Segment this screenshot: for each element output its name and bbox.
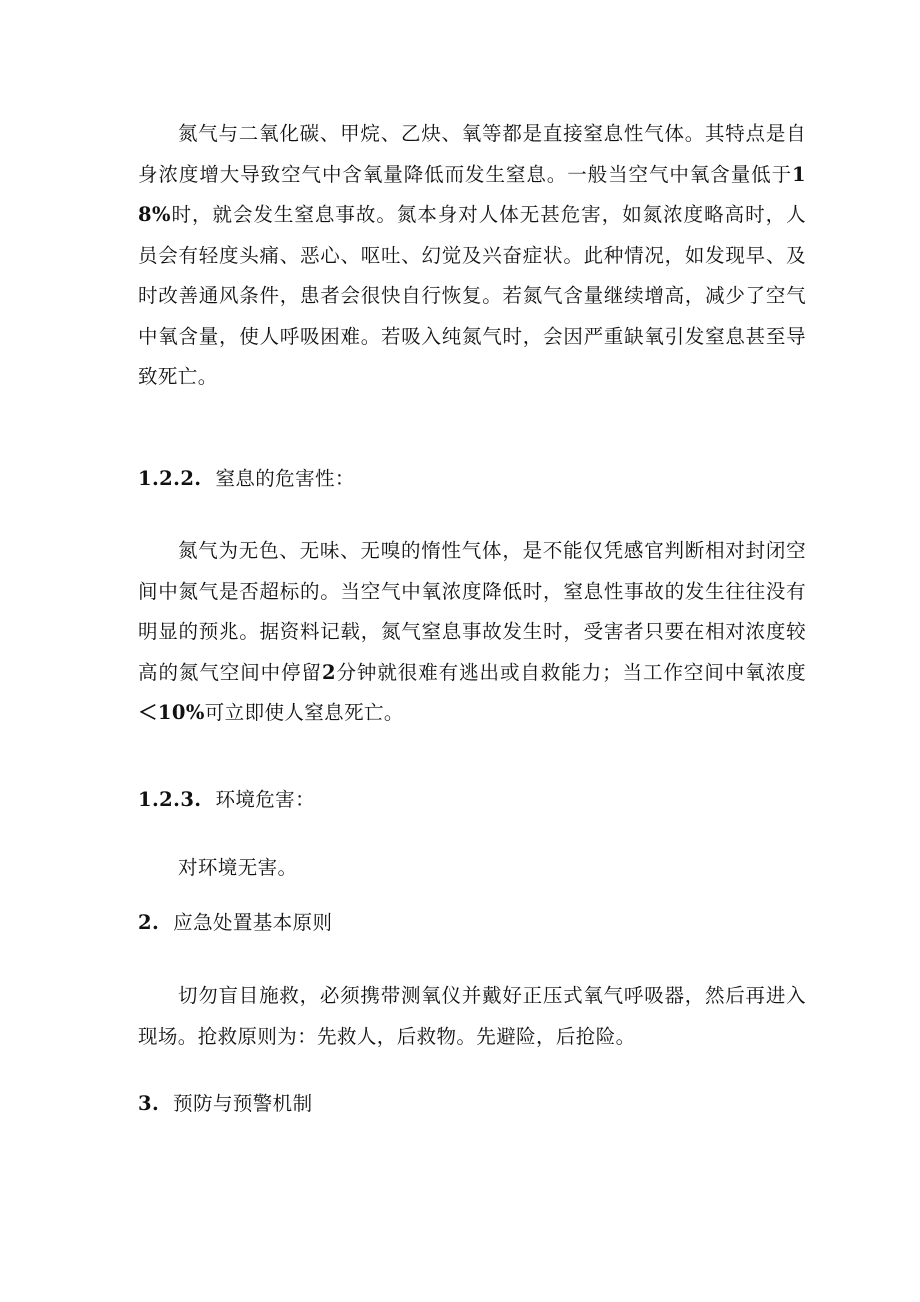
paragraph-asphyxiation-hazard [138, 531, 806, 734]
heading-title: 应急处置基本原则 [173, 911, 333, 934]
text-run: 时，就会发生窒息事故。氮本身对人体无甚危害，如氮浓度略高时，人员会有轻度头痛、恶心、呕吐、幻觉及兴奋症状。此种情况，如发现早、及时改善通风条件，患者会很快自行恢复。若氮气含量继续增高，减少了空气中氧含量，使人呼吸困难。若吸入纯氮气时，会因严重缺氧引发窒息甚至导致死亡。 [138, 203, 806, 388]
heading-3 [138, 1089, 312, 1119]
heading-2 [138, 908, 332, 938]
bold-value-2: 2 [321, 660, 336, 684]
text-run: 对环境无害。 [178, 856, 298, 879]
heading-title: 预防与预警机制 [173, 1092, 313, 1115]
heading-number: 2. [138, 911, 160, 934]
text-run: 氮气为无色、无味、无嗅的惰性气体，是不能仅凭感官判断相对封闭空间中氮气是否超标的。当空气中氧浓度降低时，窒息性事故的发生往往没有明显的预兆。据资料记载，氮气窒息事故发生时，受害者只要在相对浓度较高的氮气空间中停留 [138, 539, 806, 684]
paragraph-environmental-hazard [138, 848, 806, 889]
heading-number: 1.2.2. [138, 467, 202, 490]
heading-1-2-2 [138, 464, 355, 494]
paragraph-emergency-principles [138, 976, 806, 1057]
heading-number: 1.2.3. [138, 788, 202, 811]
heading-title: 环境危害： [215, 788, 315, 811]
bold-value-18-percent: 18% [138, 162, 806, 226]
bold-value-10-percent: ＜10% [138, 701, 205, 724]
text-run: 分钟就很难有逃出或自救能力；当工作空间中氧浓度 [335, 660, 806, 684]
paragraph-nitrogen-asphyxiation [138, 114, 806, 398]
heading-number: 3. [138, 1092, 160, 1115]
text-run: 切勿盲目施救，必须携带测氧仪并戴好正压式氧气呼吸器，然后再进入现场。抢救原则为：先救人，后救物。先避险，后抢险。 [138, 984, 806, 1048]
heading-title: 窒息的危害性： [215, 467, 355, 490]
text-run: 可立即使人窒息死亡。 [204, 701, 404, 724]
text-run: 氮气与二氧化碳、甲烷、乙炔、氧等都是直接窒息性气体。其特点是自身浓度增大导致空气中含氧量降低而发生窒息。一般当空气中氧含量低于 [138, 122, 806, 186]
heading-1-2-3 [138, 785, 315, 815]
